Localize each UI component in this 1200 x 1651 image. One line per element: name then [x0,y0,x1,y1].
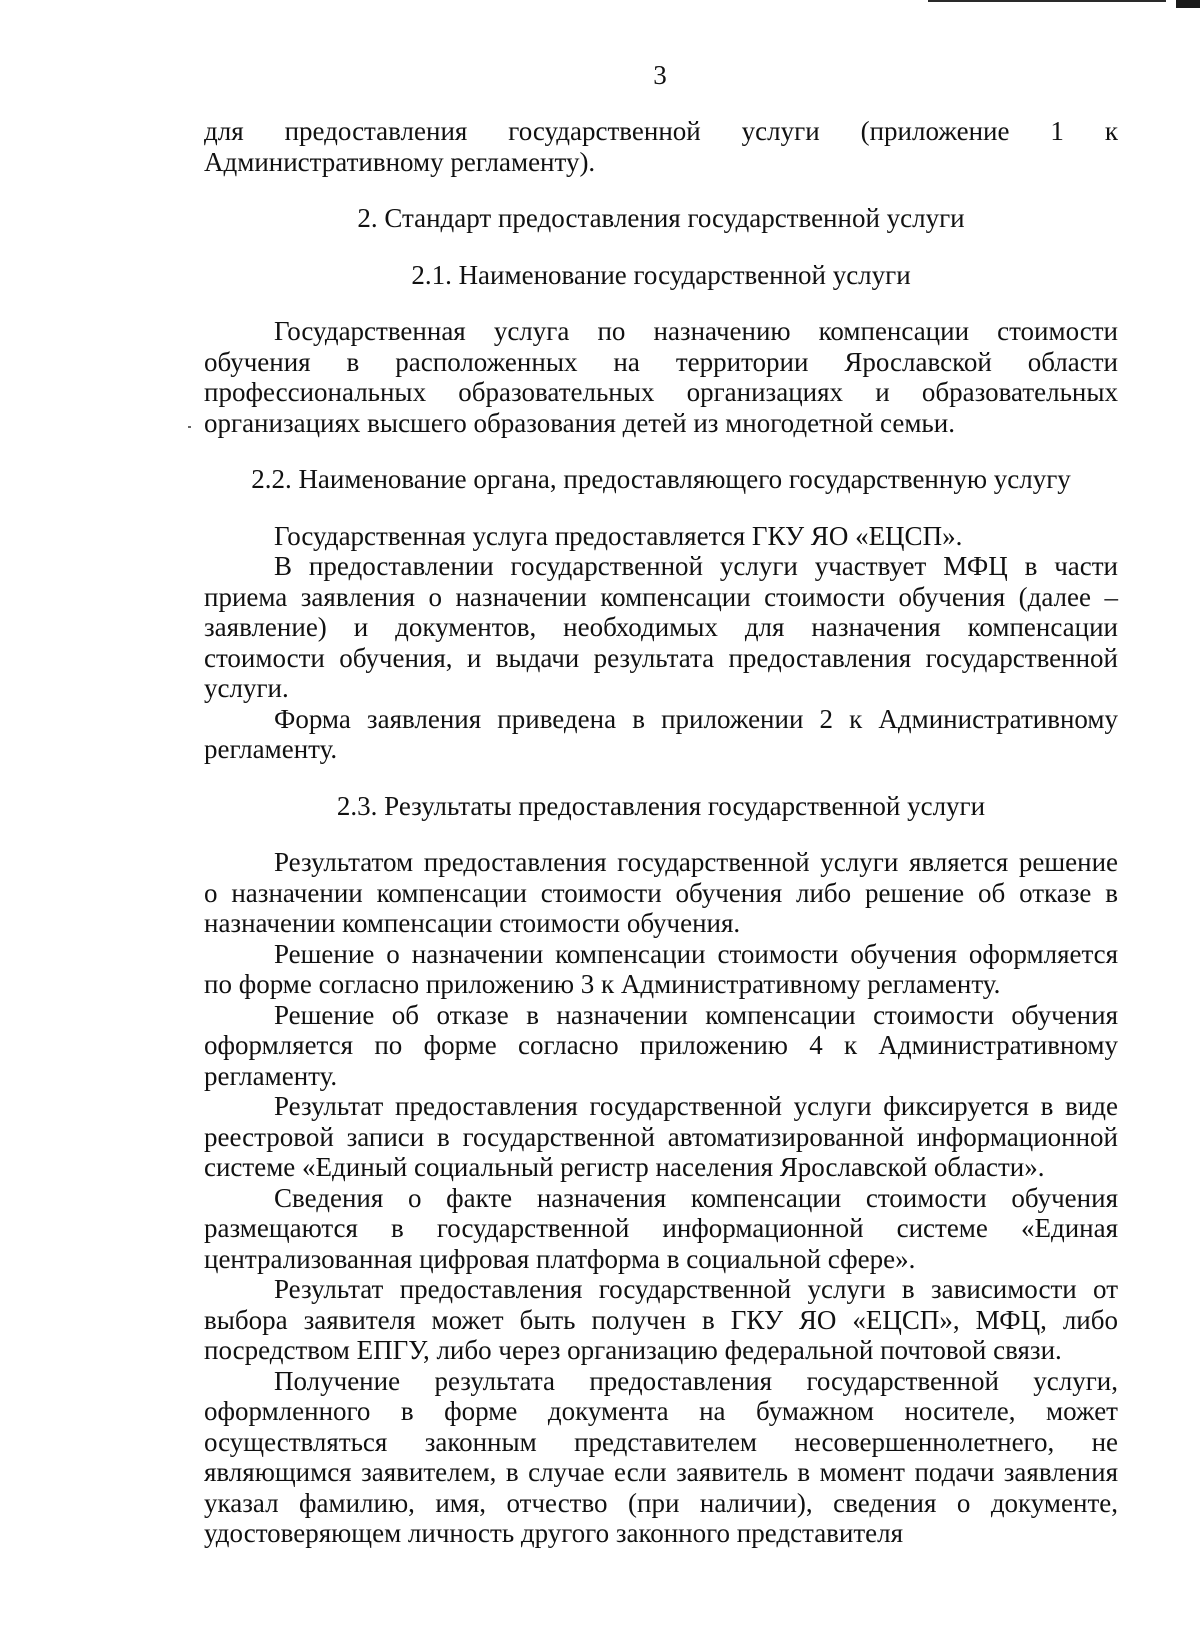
paragraph-decision-refusal: Решение об отказе в назначении компенсации стоимости обучения оформляется по форме согласно приложению 4 к Административному регламенту. [204,999,1118,1091]
scan-speck [188,426,191,428]
section-heading-2: 2. Стандарт предоставления государственной услуги [357,203,965,233]
section-heading-2-3: 2.3. Результаты предоставления государственной услуги [336,790,986,821]
paragraph-legal-representative: Получение результата предоставления государственной услуги, оформленного в форме документа на бумажном носителе, может осуществляться законным представителем несовершеннолетнего, не являющимся заявителем, в случае если заявитель в момент подачи заявления указал фамилию, имя, отчество (при наличии), сведения о документе, удостоверяющем личность другого законного представителя [204,1365,1118,1548]
section-heading-2-2: 2.2. Наименование органа, предоставляющего государственную услугу [251,464,1071,494]
paragraph-decision-grant: Решение о назначении компенсации стоимости обучения оформляется по форме согласно приложению 3 к Административному регламенту. [204,938,1118,999]
paragraph-provider: Государственная услуга предоставляется ГКУ ЯО «ЕЦСП». [274,520,963,551]
paragraph-registry-record: Результат предоставления государственной услуги фиксируется в виде реестровой записи в государственной автоматизированной информационной системе «Единый социальный регистр населения Ярославской области». [204,1091,1118,1182]
paragraph-application-form: Форма заявления приведена в приложении 2 к Административному регламенту. [204,703,1118,764]
paragraph-platform-info: Сведения о факте назначения компенсации стоимости обучения размещаются в государственной информационной системе «Единая централизованная цифровая платформа в социальной сфере». [204,1182,1118,1274]
section-heading-2-1: 2.1. Наименование государственной услуги [411,259,911,290]
paragraph-mfc-participation: В предоставлении государственной услуги участвует МФЦ в части приема заявления о назначении компенсации стоимости обучения (далее – заявление) и документов, необходимых для назначения компенсации стоимости обучения, и выдачи результата предоставления государственной услуги. [204,551,1118,703]
paragraph-service-name: Государственная услуга по назначению компенсации стоимости обучения в расположенных на территории Ярославской области профессиональных образовательных организациях и образовательных организациях высшего образования детей из многодетной семьи. [204,316,1118,438]
paragraph-result-delivery: Результат предоставления государственной услуги в зависимости от выбора заявителя может быть получен в ГКУ ЯО «ЕЦСП», МФЦ, либо посредством ЕПГУ, либо через организацию федеральной почтовой связи. [204,1274,1118,1365]
scan-edge-mark [928,0,1166,2]
document-body [204,116,1118,1549]
scan-corner-mark [1176,0,1200,8]
page-number: 3 [653,60,667,90]
paragraph-continuation: для предоставления государственной услуги (приложение 1 к Административному регламенту). [204,116,1118,177]
paragraph-result: Результатом предоставления государственной услуги является решение о назначении компенсации стоимости обучения либо решение об отказе в назначении компенсации стоимости обучения. [204,847,1118,938]
